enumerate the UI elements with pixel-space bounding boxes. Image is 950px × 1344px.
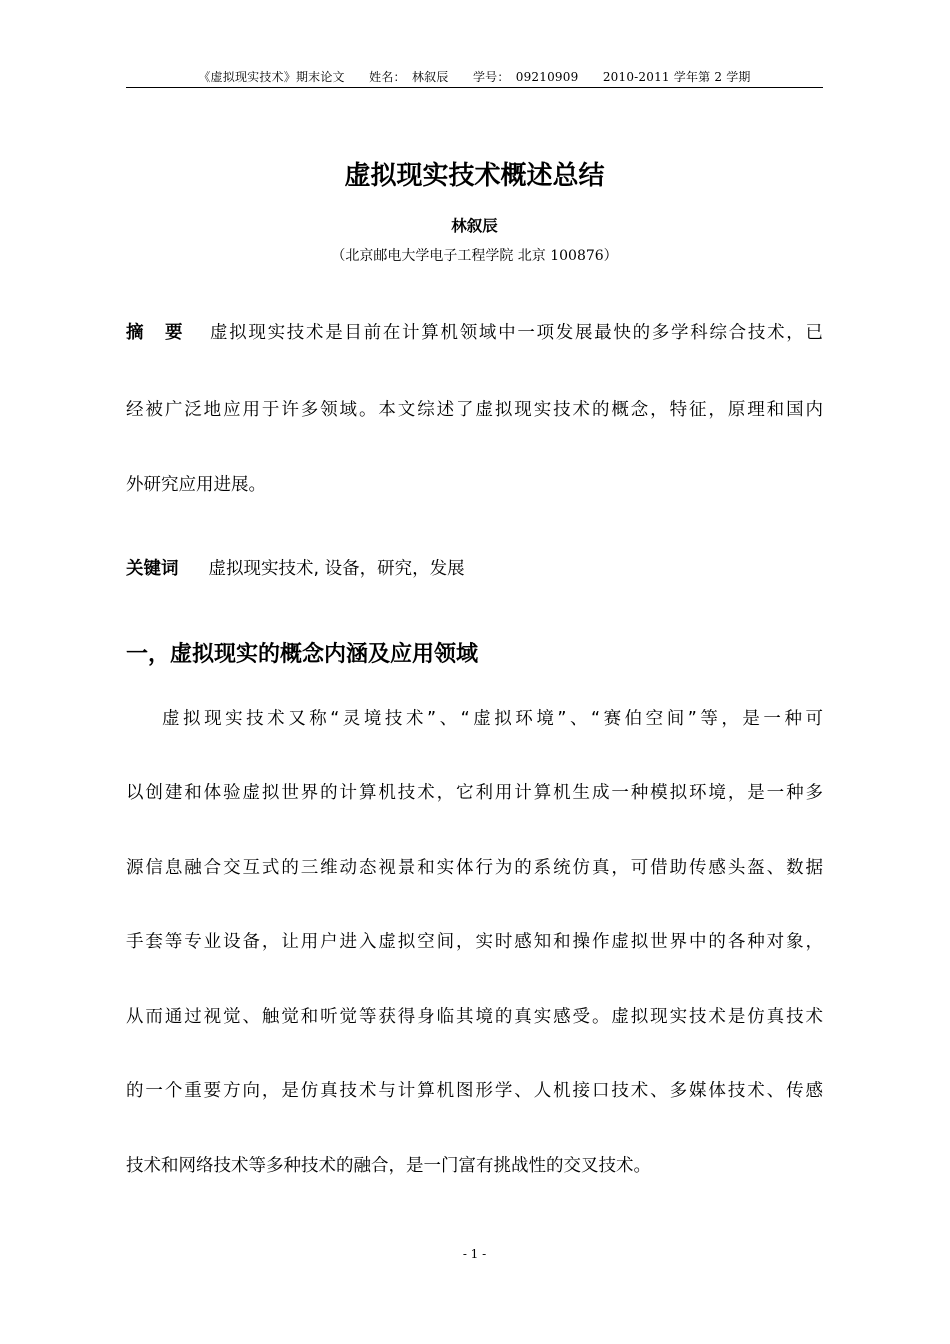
body-line: 虚拟现实技术又称“灵境技术”、“虚拟环境”、“赛伯空间”等，是一种可 (162, 709, 823, 729)
keywords-line (126, 556, 823, 582)
body-line: 源信息融合交互式的三维动态视景和实体行为的系统仿真，可借助传感头盔、数据 (126, 858, 823, 878)
paper-affiliation: （北京邮电大学电子工程学院 北京 100876） (331, 248, 618, 264)
keywords-label: 关键词 (126, 559, 179, 579)
header-rule (126, 87, 823, 88)
body-line: 技术和网络技术等多种技术的融合，是一门富有挑战性的交叉技术。 (126, 1156, 651, 1176)
body-line: 手套等专业设备，让用户进入虚拟空间，实时感知和操作虚拟世界中的各种对象， (126, 932, 823, 952)
abstract-text: 虚拟现实技术是目前在计算机领域中一项发展最快的多学科综合技术，已 (208, 323, 824, 343)
keywords-text: 虚拟现实技术, 设备，研究，发展 (208, 559, 465, 579)
running-header: 《虚拟现实技术》期末论文 姓名： 林叙辰 学号： 09210909 2010-2011 学年第 2 学期 (198, 70, 751, 84)
paper-author: 林叙辰 (451, 217, 498, 235)
paper-title: 虚拟现实技术概述总结 (344, 161, 605, 191)
abstract-label: 摘 要 (126, 323, 191, 343)
abstract-line: 外研究应用进展。 (126, 475, 266, 495)
body-line: 的一个重要方向，是仿真技术与计算机图形学、人机接口技术、多媒体技术、传感 (126, 1081, 823, 1101)
abstract-line: 经被广泛地应用于许多领域。本文综述了虚拟现实技术的概念，特征，原理和国内 (126, 400, 823, 420)
body-line: 以创建和体验虚拟世界的计算机技术，它利用计算机生成一种模拟环境，是一种多 (126, 783, 823, 803)
body-line: 从而通过视觉、触觉和听觉等获得身临其境的真实感受。虚拟现实技术是仿真技术 (126, 1007, 823, 1027)
page-number: - 1 - (462, 1247, 487, 1261)
abstract-line (126, 320, 823, 346)
section-heading: 一，虚拟现实的概念内涵及应用领域 (126, 642, 479, 667)
